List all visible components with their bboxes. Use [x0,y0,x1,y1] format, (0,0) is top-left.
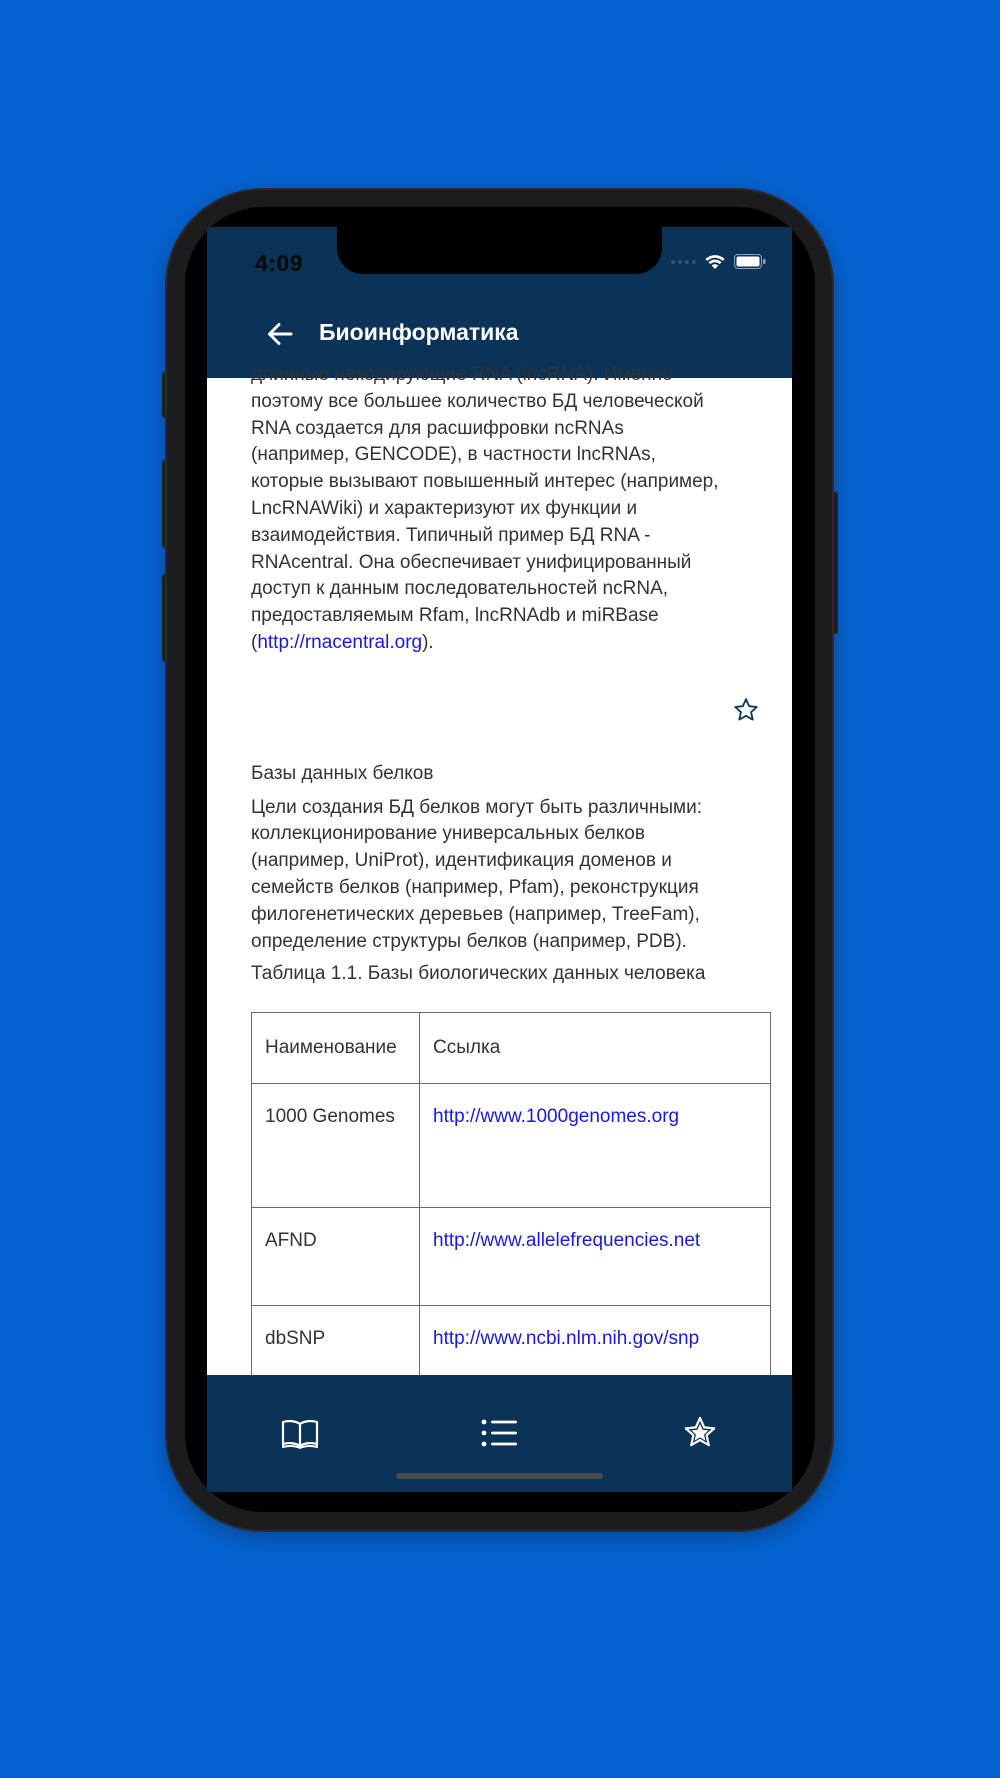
section-line: филогенетических деревьев (например, TreeFam), [251,903,700,925]
intro-line: взаимодействия. Типичный пример БД RNA - [251,524,651,546]
table-header-name: Наименование [252,1013,420,1084]
intro-line-prefix: ( [251,631,258,653]
status-icons [671,253,766,270]
phone-screen [207,227,792,1492]
section-line: семейств белков (например, Pfam), реконструкция [251,876,699,898]
power-button [832,492,838,634]
intro-line: поэтому все большее количество БД человеческой [251,390,704,412]
article-body [251,362,771,1416]
intro-line: предоставляемым Rfam, lncRNAdb и miRBase [251,605,659,627]
book-icon[interactable] [280,1415,320,1451]
bottom-tab-bar [207,1375,792,1492]
intro-line: которые вызывают повышенный интерес (например, [251,471,719,493]
table-row [252,1084,771,1208]
section-line: (например, UniProt), идентификация доменов и [251,850,672,872]
arrow-left-icon[interactable] [265,319,295,349]
article-content[interactable] [207,364,792,1375]
home-indicator[interactable] [396,1473,603,1479]
app-header [207,227,792,378]
cellular-signal-icon [671,260,696,264]
table-caption: Таблица 1.1. Базы биологических данных человека [251,963,706,985]
section-paragraph [251,795,771,956]
intro-line: LncRNAWiki) и характеризуют их функции и [251,497,638,519]
db-link[interactable]: http://www.1000genomes.org [433,1106,680,1128]
db-link[interactable]: http://www.ncbi.nlm.nih.gov/snp [433,1328,700,1350]
star-outline-icon[interactable] [733,697,759,723]
page-title: Биоинформатика [319,319,519,345]
bookmark-row [251,657,771,723]
intro-line: (например, GENCODE), в частности lncRNAs, [251,444,656,466]
databases-table [251,1012,771,1416]
table-header-link: Ссылка [420,1013,771,1084]
table-cell-name: 1000 Genomes [252,1084,420,1208]
intro-line-suffix: ). [422,631,434,653]
battery-icon [734,254,766,269]
notch [337,227,662,274]
intro-paragraph [251,362,771,657]
section-line: коллекционирование универсальных белков [251,823,645,845]
db-link[interactable]: http://www.allelefrequencies.net [433,1230,701,1252]
table-header-row [252,1013,771,1084]
section-line: определение структуры белков (например, PDB). [251,930,687,952]
rnacentral-link[interactable]: http://rnacentral.org [257,631,423,653]
table-row [252,1208,771,1306]
table-cell-name: AFND [252,1208,420,1306]
section-line: Цели создания БД белков могут быть различными: [251,796,703,818]
intro-line: RNA создается для расшифровки ncRNAs [251,417,624,439]
table-cell-name: dbSNP [252,1306,420,1416]
intro-line: длинные некодирующие RNA (lncRNA). Именно [251,364,673,385]
star-favorites-icon[interactable] [680,1415,720,1451]
status-time: 4:09 [255,250,304,276]
list-icon[interactable] [480,1415,520,1451]
intro-line: доступ к данным последовательностей ncRNA, [251,578,669,600]
intro-line: RNAcentral. Она обеспечивает унифицированный [251,551,692,573]
section-title: Базы данных белков [251,762,434,784]
table-cell-link [420,1208,771,1306]
wifi-icon [704,253,726,270]
table-cell-link [420,1084,771,1208]
